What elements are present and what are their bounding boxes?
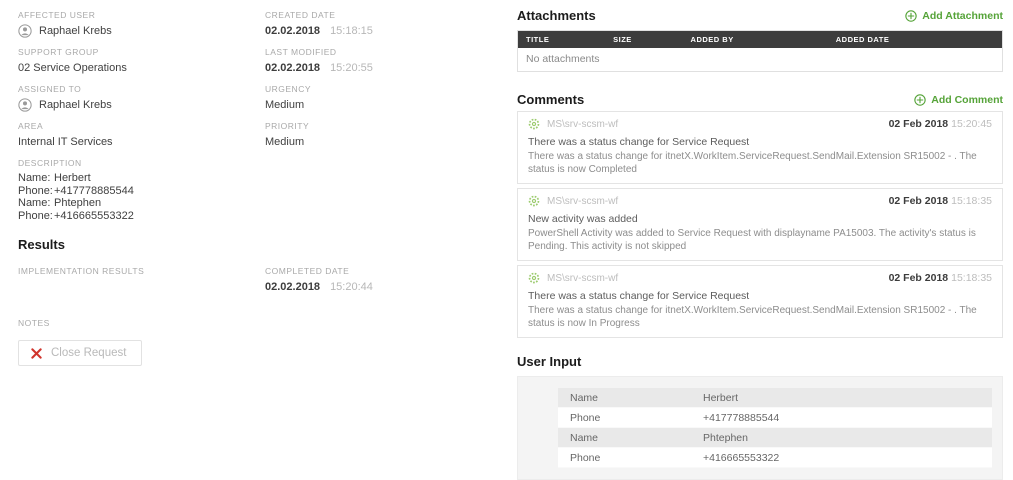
workflow-gear-icon xyxy=(528,272,540,284)
column-added-by: ADDED BY xyxy=(690,35,734,44)
attachments-header xyxy=(517,8,1003,23)
notes-label: NOTES xyxy=(18,318,50,328)
description-row: Phone: +417778885544 xyxy=(18,184,134,197)
results-heading: Results xyxy=(18,237,65,252)
close-icon xyxy=(31,348,42,359)
field-implementation-results xyxy=(18,266,265,294)
urgency-value: Medium xyxy=(265,99,305,111)
assigned-to-value: Raphael Krebs xyxy=(39,99,112,111)
add-comment-button[interactable] xyxy=(914,94,1003,106)
field-notes xyxy=(18,318,488,329)
results-section xyxy=(18,237,488,366)
last-modified-time-value: 15:20:55 xyxy=(330,62,373,74)
field-priority xyxy=(265,121,490,149)
column-added-date: ADDED DATE xyxy=(835,35,890,44)
comment-date: 02 Feb 2018 xyxy=(888,272,949,284)
comment-body: PowerShell Activity was added to Service Request with displayname PA15003. The activity's status is Pending. This activity is not skipped xyxy=(528,228,976,252)
comment-time: 15:18:35 xyxy=(951,272,992,284)
field-assigned-to xyxy=(18,84,253,112)
attachments-empty-row: No attachments xyxy=(518,48,1002,71)
add-attachment-label: Add Attachment xyxy=(922,9,1003,22)
field-urgency xyxy=(265,84,490,112)
comments-heading: Comments xyxy=(517,92,585,107)
field-description xyxy=(18,158,253,222)
area-label: AREA xyxy=(18,121,44,131)
comment-title: There was a status change for Service Request xyxy=(528,136,750,148)
person-icon xyxy=(18,98,32,112)
user-input-row: Phone +416665553322 xyxy=(558,448,992,468)
attachments-heading: Attachments xyxy=(517,8,596,23)
support-group-value: 02 Service Operations xyxy=(18,62,127,74)
description-label: DESCRIPTION xyxy=(18,158,82,168)
comment-item xyxy=(517,188,1003,261)
field-last-modified xyxy=(265,47,490,75)
comment-author: MS\srv-scsm-wf xyxy=(547,272,619,284)
workflow-gear-icon xyxy=(528,195,540,207)
request-details-panel xyxy=(0,0,505,441)
last-modified-date-value: 02.02.2018 xyxy=(265,62,321,74)
description-row: Name: Phtephen xyxy=(18,197,102,209)
field-created-date xyxy=(265,10,490,38)
plus-circle-icon xyxy=(905,10,917,22)
details-column-right xyxy=(265,10,490,158)
affected-user-label: AFFECTED USER xyxy=(18,10,96,20)
last-modified-label: LAST MODIFIED xyxy=(265,47,337,57)
priority-label: PRIORITY xyxy=(265,121,310,131)
affected-user-value: Raphael Krebs xyxy=(39,25,112,37)
details-column-left xyxy=(18,10,253,231)
field-completed-date xyxy=(265,266,373,294)
support-group-label: SUPPORT GROUP xyxy=(18,47,99,57)
user-input-row: Phone +417778885544 xyxy=(558,408,992,428)
comment-time: 15:20:45 xyxy=(951,118,992,130)
completed-time-value: 15:20:44 xyxy=(330,281,373,293)
comment-item xyxy=(517,265,1003,338)
workflow-gear-icon xyxy=(528,118,540,130)
attachments-table xyxy=(517,30,1003,72)
plus-circle-icon xyxy=(914,94,926,106)
implementation-results-label: IMPLEMENTATION RESULTS xyxy=(18,266,145,276)
comment-date: 02 Feb 2018 xyxy=(888,118,949,130)
close-request-label: Close Request xyxy=(51,347,127,359)
activity-panel xyxy=(517,0,1003,480)
assigned-to-label: ASSIGNED TO xyxy=(18,84,82,94)
person-icon xyxy=(18,24,32,38)
created-date-value: 02.02.2018 xyxy=(265,25,321,37)
description-row: Phone: +416665553322 xyxy=(18,209,134,222)
column-size: SIZE xyxy=(613,35,632,44)
description-row: Name: Herbert xyxy=(18,172,91,184)
user-input-heading: User Input xyxy=(517,354,582,369)
urgency-label: URGENCY xyxy=(265,84,312,94)
comment-author: MS\srv-scsm-wf xyxy=(547,118,619,130)
user-input-panel xyxy=(517,376,1003,480)
comment-date: 02 Feb 2018 xyxy=(888,195,949,207)
field-affected-user xyxy=(18,10,253,38)
add-comment-label: Add Comment xyxy=(931,93,1003,106)
completed-date-label: COMPLETED DATE xyxy=(265,266,350,276)
comment-author: MS\srv-scsm-wf xyxy=(547,195,619,207)
user-input-row: Name Herbert xyxy=(558,388,992,408)
comment-title: There was a status change for Service Request xyxy=(528,290,750,302)
created-time-value: 15:18:15 xyxy=(330,25,373,37)
field-area xyxy=(18,121,253,149)
area-value: Internal IT Services xyxy=(18,136,113,148)
completed-date-value: 02.02.2018 xyxy=(265,281,321,293)
comment-time: 15:18:35 xyxy=(951,195,992,207)
created-date-label: CREATED DATE xyxy=(265,10,336,20)
user-input-table xyxy=(558,388,992,468)
close-request-button[interactable] xyxy=(18,340,142,366)
comments-header xyxy=(517,92,1003,107)
add-attachment-button[interactable] xyxy=(905,10,1003,22)
user-input-header xyxy=(517,354,1003,369)
column-title: TITLE xyxy=(526,35,550,44)
attachments-table-header xyxy=(518,31,1002,48)
comment-title: New activity was added xyxy=(528,213,638,225)
comment-body: There was a status change for itnetX.WorkItem.ServiceRequest.SendMail.Extension SR15002 - . The status is now In Progress xyxy=(528,305,977,329)
user-input-row: Name Phtephen xyxy=(558,428,992,448)
priority-value: Medium xyxy=(265,136,305,148)
comment-body: There was a status change for itnetX.WorkItem.ServiceRequest.SendMail.Extension SR15002 - . The status is now Completed xyxy=(528,151,977,175)
comment-item xyxy=(517,111,1003,184)
field-support-group xyxy=(18,47,253,75)
